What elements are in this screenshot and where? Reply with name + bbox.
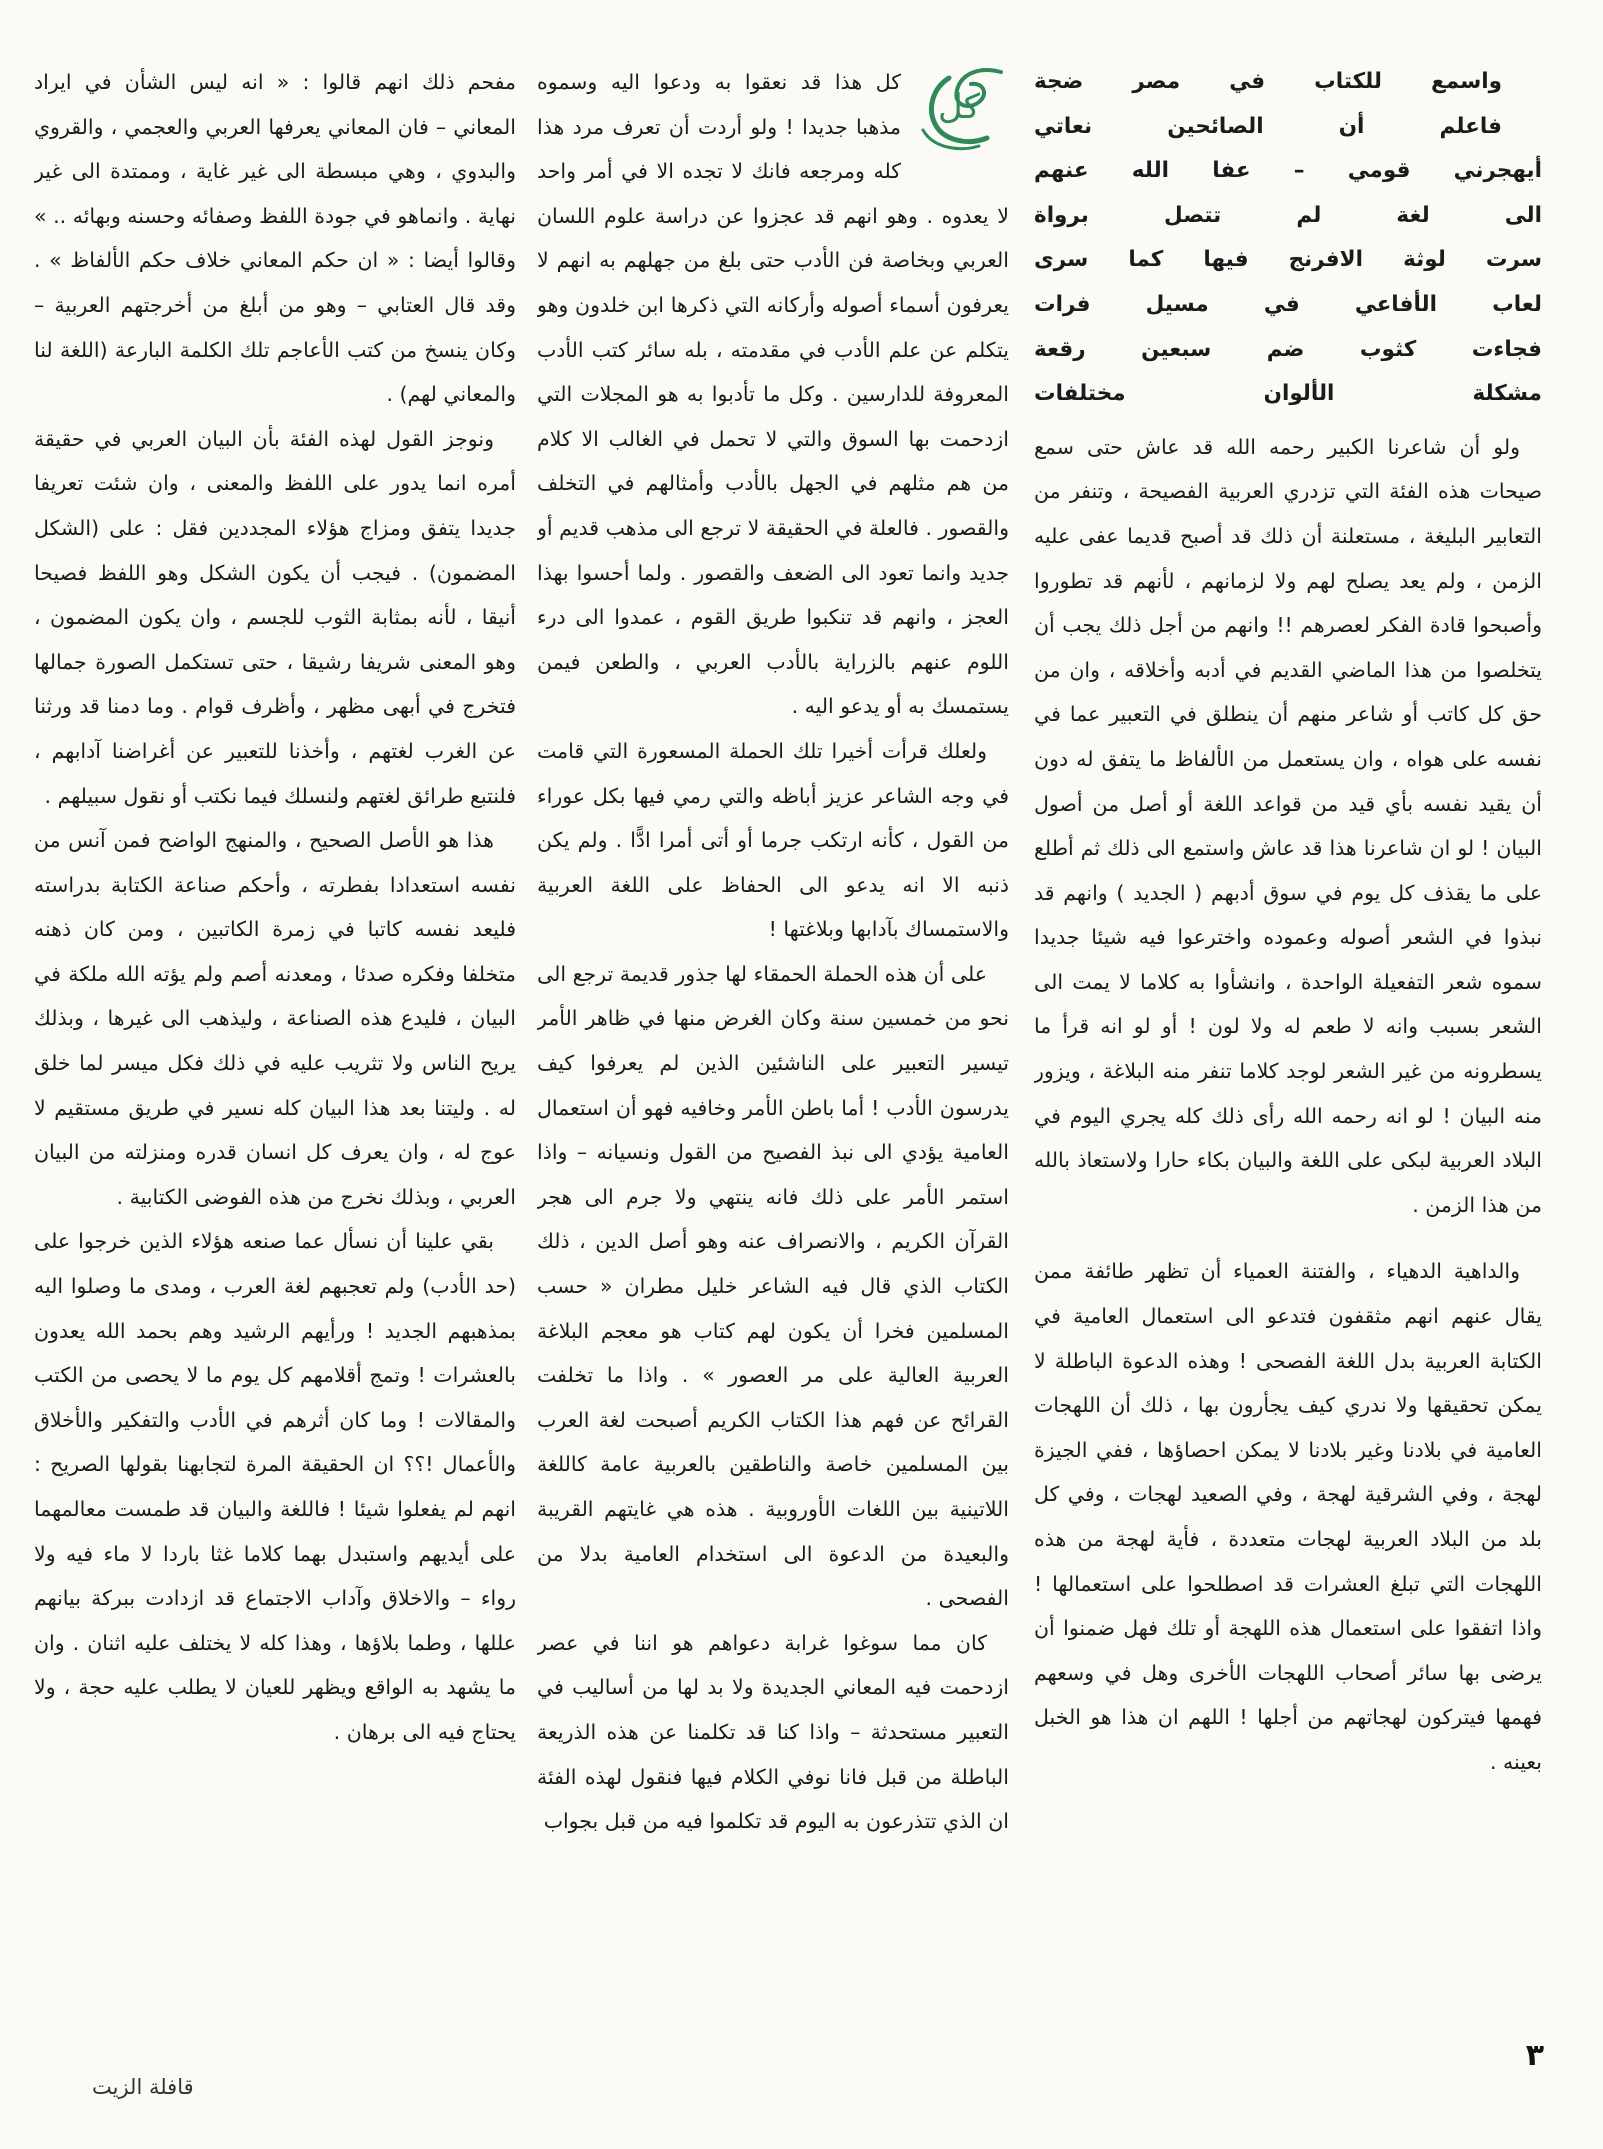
body-paragraph: كل هذا قد نعقوا به ودعوا اليه وسموه مذهبا جديدا ! ولو أردت أن تعرف مرد هذا كله ومرجعه فانك لا تجده الا في أمر واحد لا يعدوه . وهو انهم قد عجزوا عن دراسة علوم اللسان العربي وبخاصة فن الأدب حتى بلغ من جهلهم به انهم لا يعرفون أسماء أصوله وأركانه التي ذكرها ابن خلدون وهو يتكلم عن علم الأدب في مقدمته ، بله سائر كتب الأدب المعروفة للدارسين . وكل ما تأدبوا به هو المجلات التي ازدحمت بها السوق والتي لا تحمل في الغالب الا كلام من هم مثلهم في الجهل بالأدب وأمثالهم في التخلف والقصور . فالعلة في الحقيقة لا ترجع الى مذهب قديم أو جديد وانما تعود الى الضعف والقصور . ولما أحسوا بهذا العجز ، وانهم قد تنكبوا طريق القوم ، عمدوا الى درء اللوم عنهم بالزراية بالأدب العربي ، والطعن فيمن يستمسك به أو يدعو اليه . — [537, 70, 1009, 719]
poem-verse: سرت لوثة الافرنج فيها كما سرى — [1034, 247, 1542, 273]
body-paragraph: مفحم ذلك انهم قالوا : « انه ليس الشأن في ايراد المعاني – فان المعاني يعرفها العربي والعجمي ، والقروي والبدوي ، وهي مبسطة الى غير غاية ، وممتدة الى غير نهاية . وانماهو في جودة اللفظ وصفائه وحسنه وبهائه .. » وقالوا أيضا : « ان حكم المعاني خلاف حكم الألفاظ » . وقد قال العتابي – وهو من أبلغ من أخرجتهم العربية – وكان ينسخ من كتب الأعاجم تلك الكلمة البارعة (اللغة لنا والمعاني لهم) . — [34, 70, 516, 407]
body-paragraph: هذا هو الأصل الصحيح ، والمنهج الواضح فمن آنس من نفسه استعدادا بفطرته ، وأحكم صناعة الكتابة بدراسته فليعد نفسه كاتبا في زمرة الكاتبين ، ومن كان ذهنه متخلفا وفكره صدئا ، ومعدنه أصم ولم يؤته الله ملكة في البيان ، فليدع هذه الصناعة ، وليذهب الى غيرها ، وبذلك يريح الناس ولا تثريب عليه في ذلك فكل ميسر لما خلق له . وليتنا بعد هذا البيان كله نسير في طريق مستقيم لا عوج له ، وان يعرف كل انسان قدره ومنزلته من البيان العربي ، وبذلك نخرج من هذه الفوضى الكتابية . — [34, 828, 516, 1209]
body-paragraph: والداهية الدهياء ، والفتنة العمياء أن تظهر طائفة ممن يقال عنهم انهم مثقفون فتدعو الى استعمال العامية في الكتابة العربية بدل اللغة الفصحى ! وهذه الدعوة الباطلة لا يمكن تحقيقها ولا ندري كيف يجأرون بها ، ذلك أن اللهجات العامية في بلادنا وغير بلادنا لا يمكن احصاؤها ، ففي الجيزة لهجة ، وفي الشرقية لهجة ، وفي الصعيد لهجات ، وفي كل بلد من البلاد العربية لهجات متعددة ، فأية لهجة من هذه اللهجات التي تبلغ العشرات قد اصطلحوا على استعمالها ! واذا اتفقوا على استعمال هذه اللهجة أو تلك فهل ضمنوا أن يرضى بها سائر أصحاب اللهجات الأخرى وهل في وسعهم فهمها فيتركون لهجاتهم من أجلها ! اللهم ان هذا هو الخبل بعينه . — [1034, 1259, 1542, 1774]
poem-verse: لعاب الأفاعي في مسيل فرات — [1034, 291, 1542, 317]
middle-column — [537, 60, 1009, 2050]
body-paragraph: على أن هذه الحملة الحمقاء لها جذور قديمة ترجع الى نحو من خمسين سنة وكان الغرض منها في ظاهر الأمر تيسير التعبير على الناشئين الذين لم يعرفوا كيف يدرسون الأدب ! أما باطن الأمر وخافيه فهو أن استعمال العامية يؤدي الى نبذ الفصيح من القول ونسيانه – واذا استمر الأمر على ذلك فانه ينتهي ولا جرم الى هجر القرآن الكريم ، والانصراف عنه وهو أصل الدين ، ذلك الكتاب الذي قال فيه الشاعر خليل مطران « حسب المسلمين فخرا أن يكون لهم كتاب هو معجم البلاغة العربية العالية على مر العصور » . واذا ما تخلفت القرائح عن فهم هذا الكتاب الكريم أصبحت لغة العرب بين المسلمين خاصة والناطقين بالعربية عامة كاللغة اللاتينية بين اللغات الأوروبية . هذه هي غايتهم القريبة والبعيدة من الدعوة الى استخدام العامية بدلا من الفصحى . — [537, 961, 1009, 1611]
body-paragraph: بقي علينا أن نسأل عما صنعه هؤلاء الذين خرجوا على (حد الأدب) ولم تعجبهم لغة العرب ، ومدى ما وصلوا اليه بمذهبهم الجديد ! ورأيهم الرشيد وهم بحمد الله يعدون بالعشرات ! وتمج أقلامهم كل يوم ما لا يحصى من الكتب والمقالات ! وما كان أثرهم في الأدب والتفكير والأخلاق والأعمال !؟؟ ان الحقيقة المرة لتجابهنا بقولها الصريح : انهم لم يفعلوا شيئا ! فاللغة والبيان قد طمست معالمهما على أيديهم واستبدل بهما كلاما غثا باردا لا ماء فيه ولا رواء – والاخلاق وآداب الاجتماع قد ازدادت ببركة بيانهم عللها ، وطما بلاؤها ، وهذا كله لا يختلف عليه اثنان . وان ما يشهد به الواقع ويظهر للعيان لا يطلب عليه حجة ، ولا يحتاج فيه الى برهان . — [34, 1229, 516, 1744]
poem-verse: أيهجرني قومي – عفا الله عنهم — [1034, 158, 1542, 184]
page-number: ٣ — [1525, 2038, 1544, 2073]
poem-verse: فاعلم أن الصائحين نعاتي — [1034, 113, 1502, 139]
dropcap-glyph: كل — [938, 87, 980, 127]
body-paragraph: كان مما سوغوا غرابة دعواهم هو اننا في عصر ازدحمت فيه المعاني الجديدة ولا بد لها من أساليب في التعبير مستحدثة – واذا كنا قد تكلمنا عن هذه الذريعة الباطلة من قبل فانا نوفي الكلام فيها فنقول لهذه الفئة ان الذي تتذرعون به اليوم قد تكلموا فيه من قبل بجواب — [537, 1630, 1009, 1834]
right-column — [1034, 60, 1542, 2050]
body-paragraph: ونوجز القول لهذه الفئة بأن البيان العربي في حقيقة أمره انما يدور على اللفظ والمعنى ، وان شئت تعريفا جديدا يتفق ومزاج هؤلاء المجددين فقل : على (الشكل المضمون) . فيجب أن يكون الشكل وهو اللفظ فصيحا أنيقا ، لأنه بمثابة الثوب للجسم ، وان يكون المضمون ، وهو المعنى شريفا رشيقا ، حتى تستكمل الصورة جمالها فتخرج في أبهى مظهر ، وأظرف قوام . وما دمنا قد ورثنا عن الغرب لغتهم ، وأخذنا للتعبير عن أغراضنا آدابهم ، فلنتبع طرائق لغتهم ولنسلك فيما نكتب أو نقول سبيلهم . — [34, 426, 516, 808]
poem-verse: الى لغة لم تتصل برواة — [1034, 202, 1542, 228]
body-paragraph: ولو أن شاعرنا الكبير رحمه الله قد عاش حتى سمع صيحات هذه الفئة التي تزدري العربية الفصيحة ، وتنفر من التعابير البليغة ، مستعلنة أن ذلك قد أصبح قديما عفى عليه الزمن ، ولم يعد يصلح لهم ولا لزمانهم ، لأنهم قد تطوروا وأصبحوا قادة الفكر لعصرهم !! وانهم من أجل ذلك يجب أن يتخلصوا من هذا الماضي القديم في أدبه وأخلاقه ، وان من حق كل كاتب أو شاعر منهم أن ينطلق في التعبير عما في نفسه على هواه ، وان يستعمل من الألفاظ ما يتفق له دون أن يقيد نفسه بأي قيد من قواعد اللغة أو أصل من أصول البيان ! لو ان شاعرنا هذا قد عاش واستمع الى ذلك ثم أطلع على ما يقذف كل يوم في سوق أدبهم ( الجديد ) وانهم قد نبذوا في الشعر أصوله وعموده واخترعوا فيه شيئا جديدا سموه شعر التفعيلة الواحدة ، وانشأوا به كلاما لا يمت الى الشعر بسبب وانه لا طعم له ولا لون ! أو لو انه قرأ ما يسطرونه من غير الشعر لوجد كلاما تنفر منه البلاغة ، ويزور منه البيان ! لو انه رحمه الله رأى ذلك كله يجري اليوم في البلاد العربية لبكى على اللغة والبيان بكاء حارا ولاستعاذ بالله من هذا الزمن . — [1034, 434, 1542, 1217]
poem-verse: مشكلة الألوان مختلفات — [1034, 381, 1542, 407]
magazine-name: قافلة الزيت — [92, 2075, 194, 2099]
poem-verse: فجاءت كثوب ضم سبعين رقعة — [1034, 336, 1542, 362]
dropcap-ornament — [909, 60, 1009, 154]
left-column — [34, 60, 516, 2050]
poem-block — [1034, 60, 1542, 417]
poem-verse: واسمع للكتاب في مصر ضجة — [1034, 69, 1502, 94]
dropcap-swirl-icon — [909, 60, 1009, 154]
body-paragraph: ولعلك قرأت أخيرا تلك الحملة المسعورة التي قامت في وجه الشاعر عزيز أباظه والتي رمي فيها بكل عوراء من القول ، كأنه ارتكب جرما أو أتى أمرا ادًّا . ولم يكن ذنبه الا انه يدعو الى الحفاظ على اللغة العربية والاستمساك بآدابها وبلاغتها ! — [537, 738, 1009, 942]
